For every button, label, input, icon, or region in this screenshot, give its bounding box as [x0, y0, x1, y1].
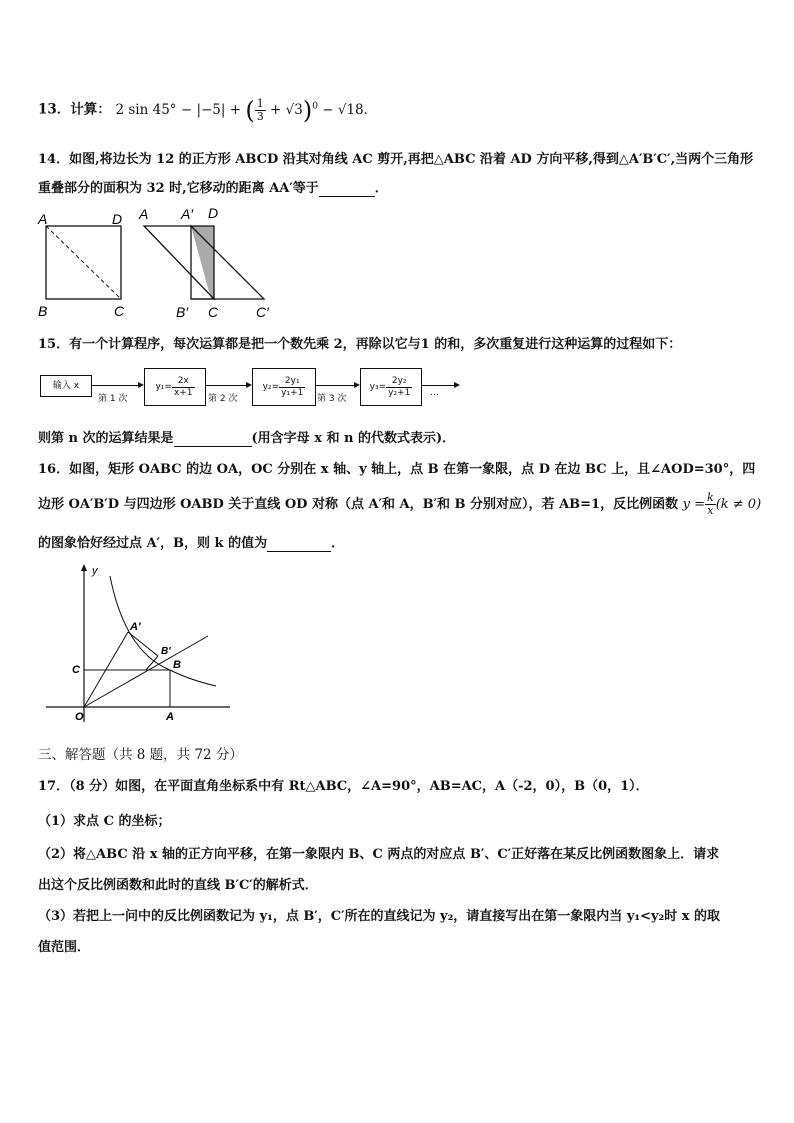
q17-part2-line1: （2）将△ABC 沿 x 轴的正方向平移，在第一象限内 B、C 两点的对应点 B′、C′正好落在某反比例函数图象上．请求 [38, 847, 720, 862]
q15-line1: 15．有一个计算程序，每次运算都是把一个数先乘 2，再除以它与1 的和，多次重复进行这种运算的过程如下： [38, 337, 682, 352]
q17-line1: 17．（8 分）如图，在平面直角坐标系中有 Rt△ABC，∠A=90°，AB=AC，A（-2，0），B（0，1）． [38, 779, 649, 794]
question-13 [38, 96, 377, 124]
section-3-title: 三、解答题（共 8 题，共 72 分） [38, 747, 243, 763]
answer-blank[interactable] [267, 536, 331, 552]
step-2-label: 第 2 次 [208, 394, 238, 404]
q17-part3-line2: 值范围． [38, 940, 91, 955]
fig14-label-C-prime: C′ [256, 304, 269, 320]
q15-line2: 则第 n 次的运算结果是 (用含字母 x 和 n 的代数式表示)． [38, 431, 456, 446]
fig16-label-C: C [72, 664, 80, 676]
fig14-label-A: A [38, 211, 48, 227]
fig14-label-C: C [114, 303, 125, 319]
y-axis-arrow [81, 564, 87, 571]
y1-box: y₁= $\frac{2x}{x+1}$ [144, 368, 206, 406]
fig14-label-B: B [38, 303, 48, 319]
q16-function: y = $\frac{k}{x}$ (k ≠ 0) [682, 491, 762, 517]
segment-a-prime-b-prime [128, 632, 158, 656]
q13-fraction: $\frac{1}{3}$ [256, 96, 264, 123]
fig14-label-C2: C [208, 304, 219, 320]
step-1-label: 第 1 次 [98, 394, 128, 404]
q16-line1: 16．如图，矩形 OABC 的边 OA，OC 分别在 x 轴、y 轴上，点 B 在第一象限，点 D 在边 BC 上，且∠AOD=30°，四 [38, 462, 756, 477]
fig16-label-A: A [166, 711, 174, 723]
q13-expression: 2 sin 45° − |−5| + ( $\frac{1}{3}$ + √3)$^0$ − √18． [115, 96, 378, 124]
q16-line3: 的图象恰好经过点 A′，B，则 k 的值为 ． [38, 536, 345, 551]
fig16-label-B-prime: B′ [161, 646, 171, 657]
answer-blank[interactable] [174, 431, 252, 447]
q14-figure [36, 204, 286, 322]
arrow-1 [92, 385, 142, 386]
fig14-label-A2: A [139, 206, 149, 222]
arrow-4 [422, 385, 458, 386]
y3-box: y₃= $\frac{\text{2y₂}}{\text{y₂+1}}$ [360, 368, 422, 406]
input-box: 输入 x [40, 375, 92, 397]
fig16-label-y: y [92, 565, 98, 577]
arrow-3 [316, 385, 358, 386]
q14-line1: 14．如图,将边长为 12 的正方形 ABCD 沿其对角线 AC 剪开,再把△ABC 沿着 AD 方向平移,得到△A′B′C′,当两个三角形 [38, 152, 754, 167]
q17-part1: （1）求点 C 的坐标； [38, 814, 171, 829]
y2-box: y₂= $\frac{\text{2y₁}}{\text{y₁+1}}$ [252, 368, 316, 406]
step-3-label: 第 3 次 [317, 394, 347, 404]
fig14-label-D2: D [208, 205, 219, 221]
answer-blank[interactable] [319, 181, 375, 197]
q15-flowchart [38, 366, 468, 412]
diagonal-ac [46, 226, 121, 299]
ellipsis: … [430, 388, 439, 398]
arrowhead-4 [454, 382, 460, 388]
q14-line2: 重叠部分的面积为 32 时,它移动的距离 AA′等于 ． [38, 181, 388, 196]
fig14-label-D: D [112, 211, 123, 227]
q17-part3-line1: （3）若把上一问中的反比例函数记为 y₁，点 B′，C′所在的直线记为 y₂，请直接写出在第一象限内当 y₁<y₂时 x 的取 [38, 909, 721, 924]
q17-part2-line2: 出这个反比例函数和此时的直线 B′C′的解析式． [38, 878, 318, 893]
fig16-label-A-prime: A′ [130, 621, 141, 633]
q13-number: 13． [38, 101, 71, 118]
fig16-label-B: B [173, 659, 181, 671]
fig14-label-A-prime: A′ [181, 206, 193, 222]
fig14-label-B-prime: B′ [176, 304, 188, 320]
q16-line2: 边形 OA′B′D 与四边形 OABD 关于直线 OD 对称（点 A′和 A，B′和 B 分别对应），若 AB=1，反比例函数 y = $\frac{k}{x}$ (k ≠ 0) [38, 491, 762, 517]
q16-figure [40, 562, 240, 730]
q13-label: 计算： [70, 101, 111, 118]
fig16-label-O: O [75, 711, 84, 723]
arrow-2 [206, 385, 250, 386]
